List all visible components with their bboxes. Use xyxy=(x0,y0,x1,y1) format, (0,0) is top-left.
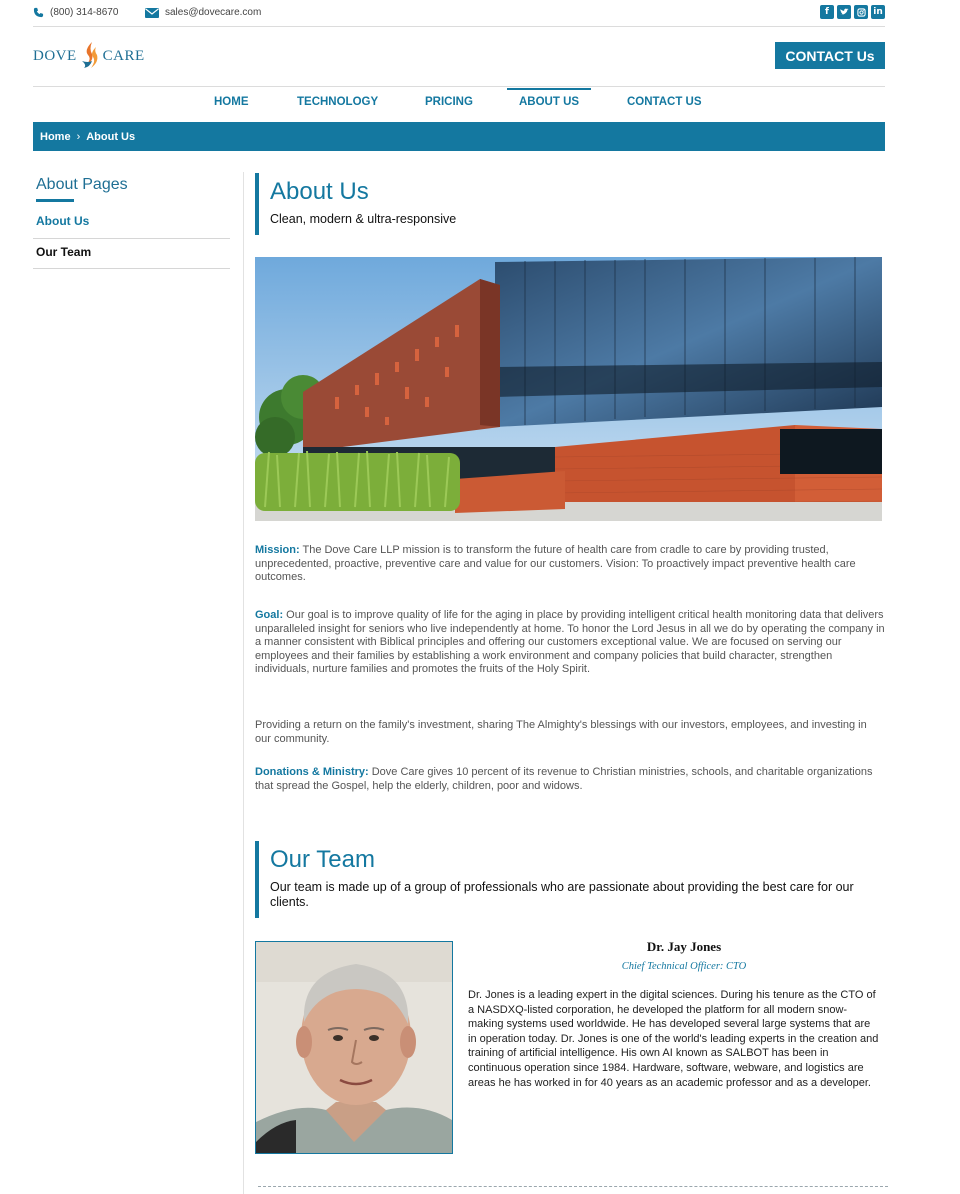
phone-number: (800) 314-8670 xyxy=(50,7,119,18)
nav-home[interactable]: HOME xyxy=(214,96,249,108)
team-member-photo xyxy=(255,941,453,1154)
donations-paragraph xyxy=(255,766,885,793)
envelope-icon xyxy=(145,8,159,18)
top-divider xyxy=(33,26,885,27)
nav-technology[interactable]: TECHNOLOGY xyxy=(297,96,379,108)
team-title: Our Team xyxy=(270,846,375,873)
breadcrumb-current: About Us xyxy=(86,130,136,143)
main-nav xyxy=(33,87,885,121)
team-member-bio: Dr. Jones is a leading expert in the digital sciences. During his tenure as the CTO of a NASDXQ-listed corporation, he developed the platform for all modern snow-making systems used worldwide. He has developed several large systems that are in operation today. Dr. Jones is one of the world's leading experts in the creation and training of artificial intelligence. His own AI known as SALBOT has been in continuous operation since 1984. Hardware, software, webware, and logistics are areas he has worked in for 40 years as an academic professor and as a developer. xyxy=(468,989,879,1089)
linkedin-icon[interactable]: in xyxy=(871,5,885,19)
team-member-name: Dr. Jay Jones xyxy=(646,939,722,954)
phone-contact[interactable] xyxy=(33,7,118,18)
breadcrumb xyxy=(33,122,885,151)
return-paragraph: Providing a return on the family's investment, sharing The Almighty's blessings with our investors, employees, and investing in our community. xyxy=(255,719,867,745)
goal-text: Our goal is to improve quality of life for the aging in place by providing intelligent critical health monitoring data that delivers unparalleled insight for seniors who live independently at home. To honor the Lord Jesus in all we do by operating the company in a manner consistent with Biblical principles and offering our customers exceptional value. We are focused on serving our employees and their families by establishing a work environment and company policies that build character, strengthen individuals, nurture families and promotes the fruits of the Holy Spirit. xyxy=(255,609,885,676)
social-links xyxy=(820,5,885,19)
mission-text: The Dove Care LLP mission is to transform the future of health care from cradle to care by providing trusted, unprecedented, proactive, preventive care and value for our customers. Vision: To proactively impact preventive health care outcomes. xyxy=(255,544,856,584)
email-contact[interactable] xyxy=(145,7,261,18)
sidebar-link-our-team[interactable]: Our Team xyxy=(36,245,92,259)
sidebar-vertical-divider xyxy=(243,172,244,1194)
goal-paragraph xyxy=(255,609,885,677)
dove-flame-icon xyxy=(80,41,100,71)
mission-label: Mission: xyxy=(255,544,300,556)
logo-text-right: CARE xyxy=(102,47,145,64)
top-bar xyxy=(33,4,885,24)
section-separator xyxy=(258,1186,888,1187)
sidebar-link-about-us[interactable]: About Us xyxy=(36,214,90,228)
building-photo xyxy=(255,257,882,521)
about-heading-accent xyxy=(255,173,259,235)
mission-paragraph xyxy=(255,544,885,585)
sidebar-divider xyxy=(33,268,230,269)
team-heading-accent xyxy=(255,841,259,918)
sidebar-title: About Pages xyxy=(36,176,128,193)
facebook-icon[interactable]: f xyxy=(820,5,834,19)
active-nav-indicator xyxy=(507,88,591,90)
goal-label: Goal: xyxy=(255,609,284,621)
team-subtitle: Our team is made up of a group of professionals who are passionate about providing the best care for our clients. xyxy=(270,880,854,909)
about-title: About Us xyxy=(270,178,369,205)
email-address: sales@dovecare.com xyxy=(165,7,262,18)
twitter-icon[interactable] xyxy=(837,5,851,19)
team-member-role: Chief Technical Officer: CTO xyxy=(621,961,747,972)
logo-text-left: DOVE xyxy=(33,47,77,64)
nav-about-us[interactable]: ABOUT US xyxy=(519,96,580,108)
breadcrumb-home-link[interactable]: Home xyxy=(40,130,71,143)
nav-contact-us[interactable]: CONTACT US xyxy=(627,96,702,108)
instagram-icon[interactable] xyxy=(854,5,868,19)
dove-care-logo[interactable] xyxy=(33,38,145,74)
about-subtitle: Clean, modern & ultra-responsive xyxy=(270,212,457,226)
donations-label: Donations & Ministry: xyxy=(255,766,369,778)
donations-text: Dove Care gives 10 percent of its revenue to Christian ministries, schools, and charitable organizations that spread the Gospel, help the elderly, children, poor and widows. xyxy=(255,766,873,792)
contact-us-button[interactable]: CONTACT Us xyxy=(775,42,885,69)
breadcrumb-separator: › xyxy=(76,130,81,143)
nav-pricing[interactable]: PRICING xyxy=(425,96,473,108)
phone-icon xyxy=(33,7,44,18)
sidebar-divider xyxy=(33,238,230,239)
sidebar-title-underline xyxy=(36,199,74,202)
